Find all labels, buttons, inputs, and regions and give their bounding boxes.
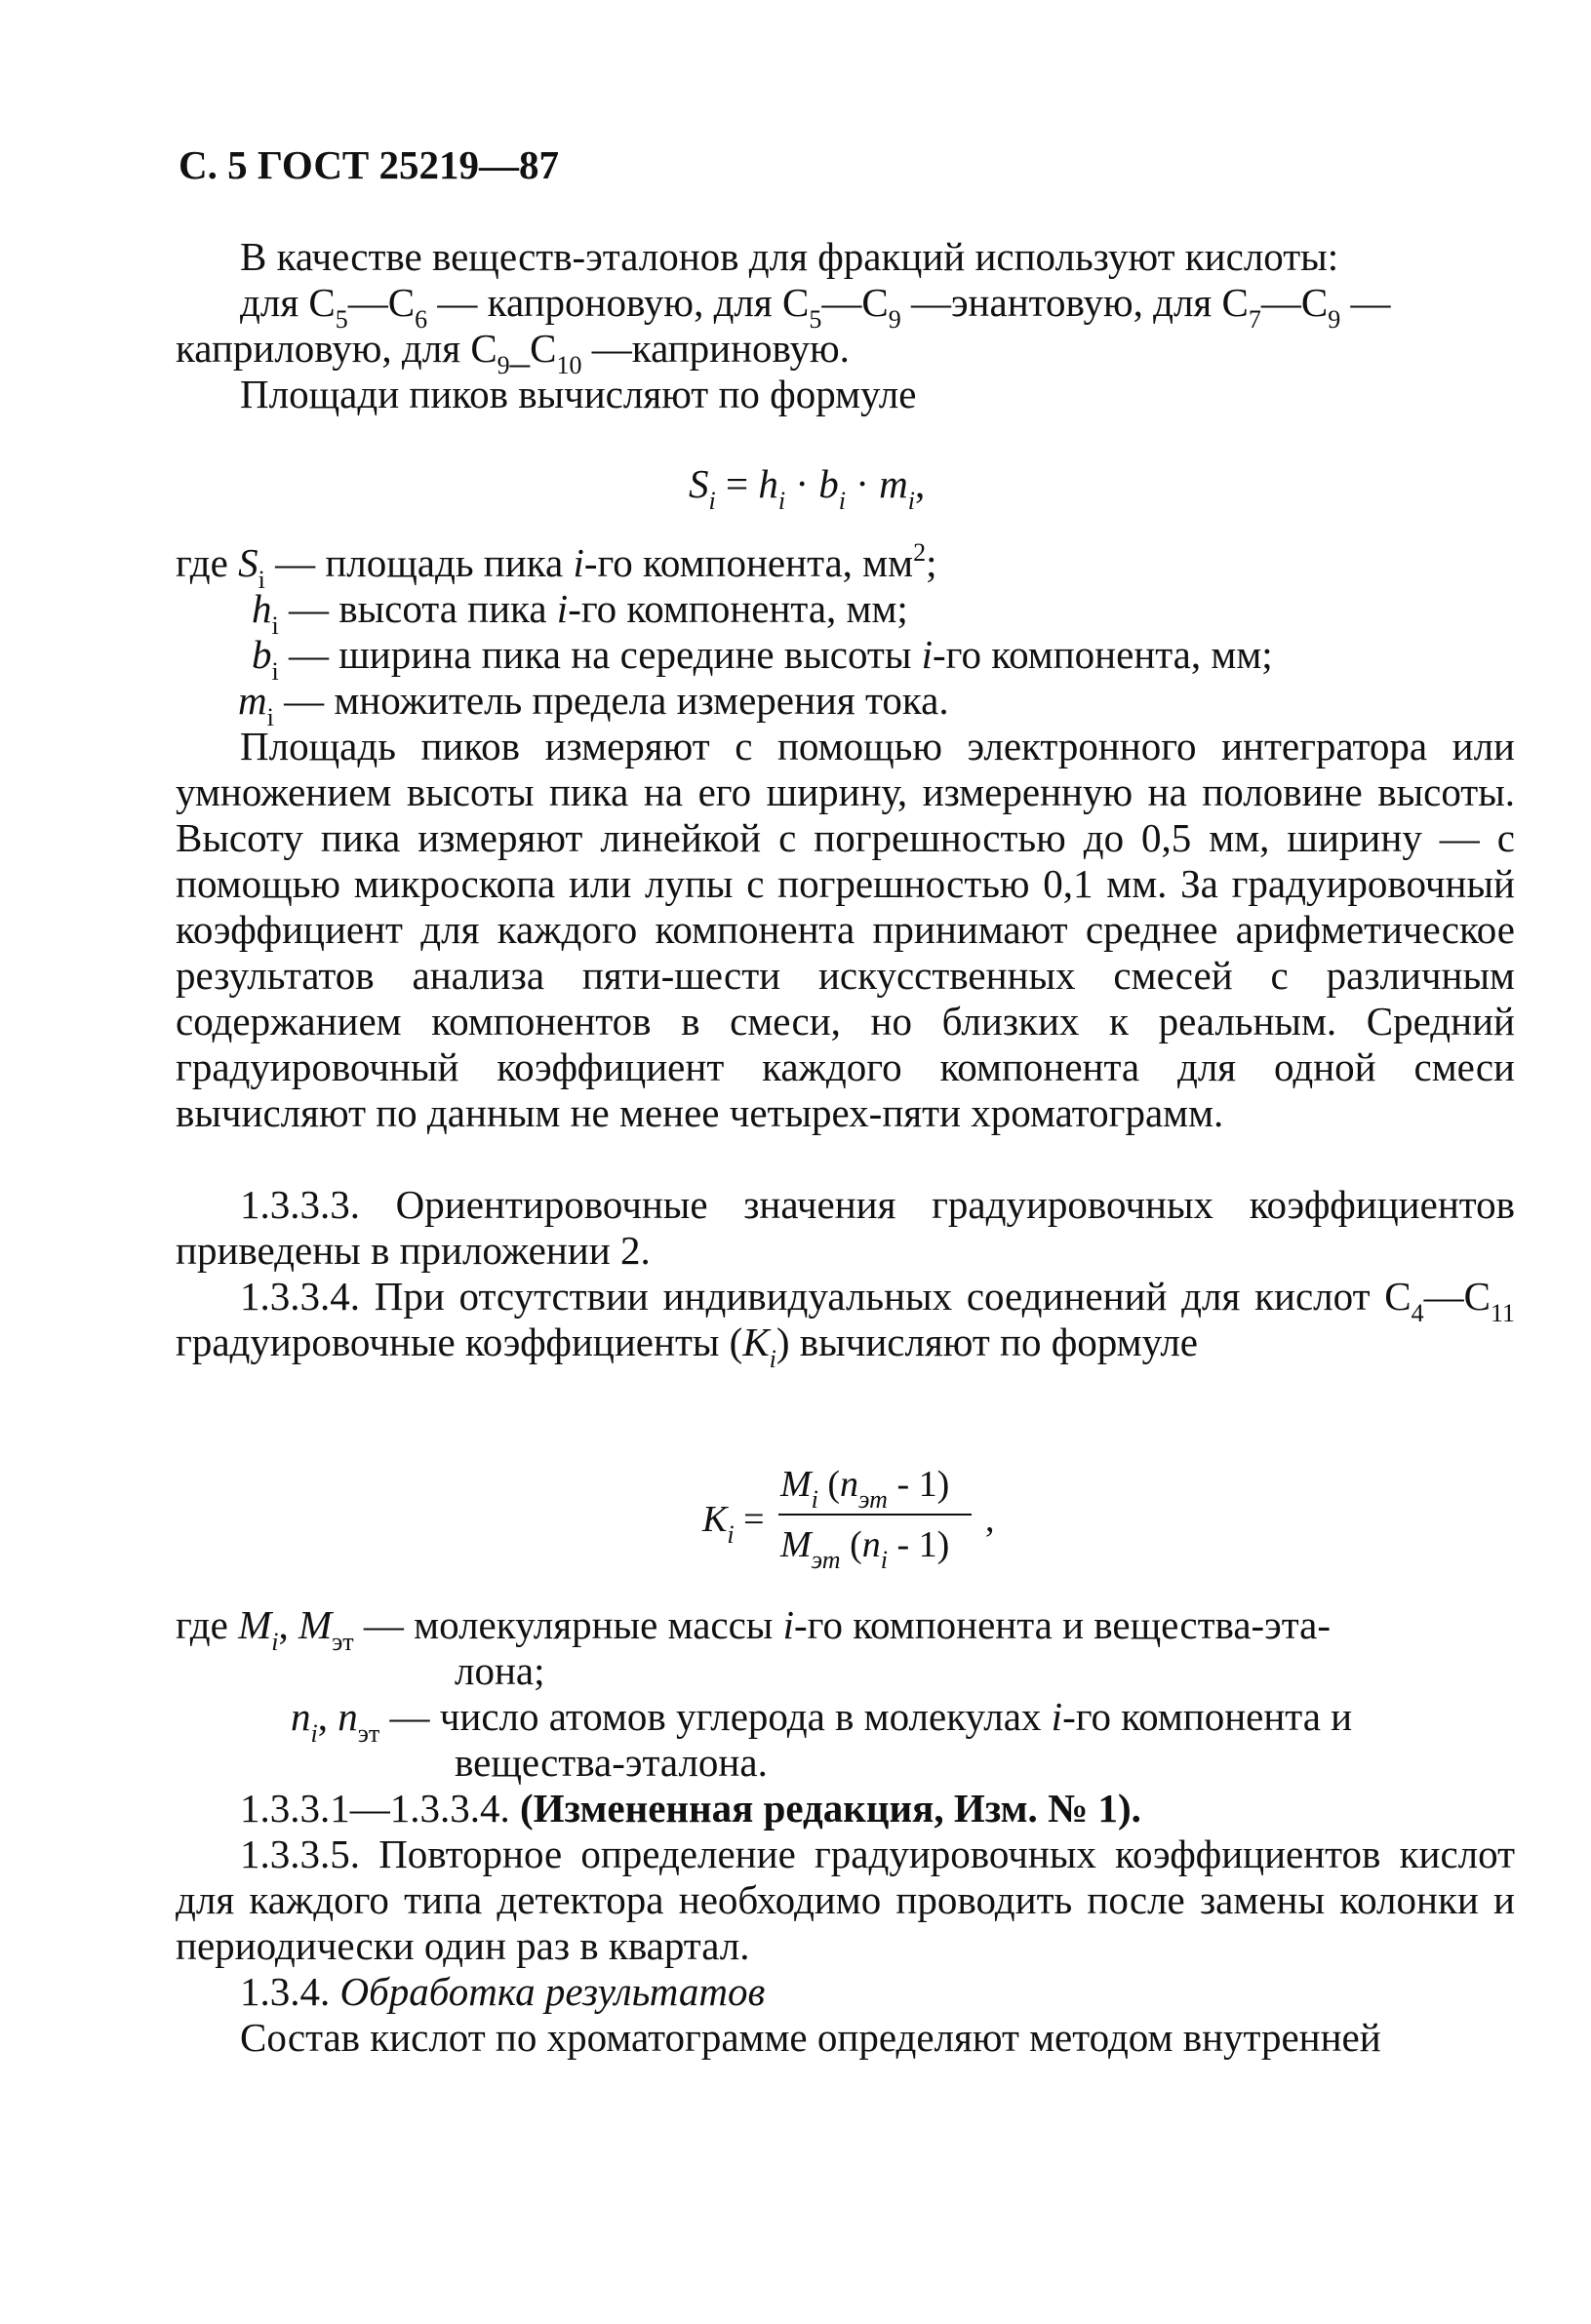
clause-1-3-3-3: 1.3.3.3. Ориентировочные значения градуировочных коэффициентов приведены в приложении 2. <box>176 1182 1515 1273</box>
clause-1-3-4: 1.3.4. Обработка результатов <box>240 1969 766 2014</box>
area-def-row-b: $b_i$ — ширина пика на середине высоты i-го компонента, мм; <box>252 632 1273 686</box>
amendment-note: 1.3.3.1—1.3.3.4. (Измененная редакция, Изм. № 1). <box>240 1786 1141 1831</box>
k-def-row-m: где $M_i$, $M_{эт}$ — молекулярные массы i-го компонента и вещества-эта- <box>176 1602 1332 1656</box>
results-paragraph: Состав кислот по хроматограмме определяют методом внутренней <box>240 2015 1381 2060</box>
formula-numerator: $M_i$ $(n_{эт} - 1)$ <box>780 1464 950 1514</box>
formula-denominator: $M_{эт}$ $(n_i - 1)$ <box>780 1524 950 1574</box>
area-def-row-m: $m_i$ — множитель предела измерения тока. <box>238 678 949 731</box>
area-formula: $S_i = h_i \cdot b_i \cdot m_i$, <box>689 461 926 515</box>
area-def-row-h: $h_i$ — высота пика i-го компонента, мм; <box>252 586 908 640</box>
standards-line-2: для $С_5—С_6$ — капроновую, для $С_5—С_9$ —энантовую, для $С_7—С_9$ — <box>240 280 1391 334</box>
measurement-paragraph: Площадь пиков измеряют с помощью электронного интегратора или умножением высоты пика на его ширину, измеренную на половине высоты. Высоту пика измеряют линейкой с погрешностью до 0,5 мм, ширину — с помощью микроскопа или лупы с погрешностью 0,1 мм. За градуировочный коэффициент для каждого компонента принимают среднее арифметическое результатов анализа пяти-шести искусственных смесей с различным содержанием компонентов в смеси, но близких к реальным. Средний градуировочный коэффициент каждого компонента для одной смеси вычисляют по данным не менее четырех-пяти хроматограмм. <box>176 724 1515 1135</box>
coefficient-formula: $K_i$ = $M_i$ $(n_{эт} - 1)$ $M_{эт}$ $(n_i - 1)$ , <box>702 1464 995 1574</box>
standards-line-1: В качестве веществ-эталонов для фракций используют кислоты: <box>240 234 1339 279</box>
clause-1-3-3-4: 1.3.3.4. При отсутствии индивидуальных соединений для кислот $С_4—С_{11}$ градуировочные коэффициенты $(K_i)$ вычисляют по формуле <box>176 1274 1515 1373</box>
standards-line-3: каприловую, для $С_9\_С_{10}$ —каприновую. <box>176 326 850 379</box>
k-def-row-n: $n_i$, $n_{эт}$ — число атомов углерода в молекулах i-го компонента и <box>291 1694 1353 1748</box>
fraction-bar <box>778 1514 972 1516</box>
area-def-row-s: где $S_i$ — площадь пика i-го компонента, $мм^2$; <box>176 538 937 594</box>
running-head: С. 5 ГОСТ 25219—87 <box>179 142 560 187</box>
k-def-row-m-cont: лона; <box>455 1648 545 1693</box>
area-formula-intro: Площади пиков вычисляют по формуле <box>240 372 917 416</box>
clause-1-3-3-5: 1.3.3.5. Повторное определение градуировочных коэффициентов кислот для каждого типа детектора необходимо проводить после замены колонки и периодически один раз в квартал. <box>176 1832 1515 1968</box>
k-def-row-n-cont: вещества-эталона. <box>455 1740 768 1785</box>
